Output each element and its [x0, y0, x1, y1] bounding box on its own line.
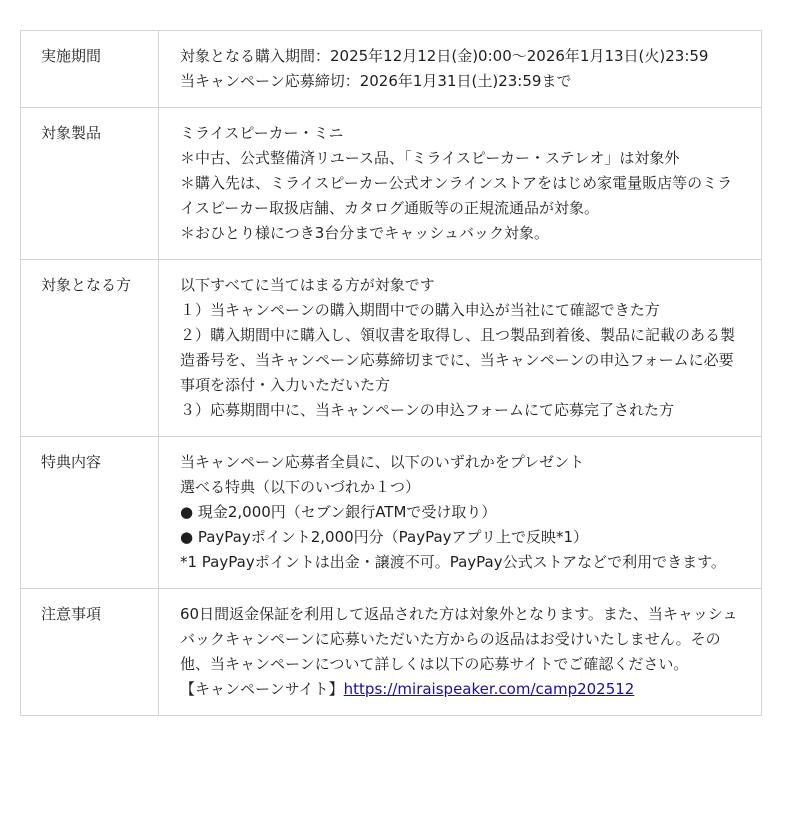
content-line: ＊購入先は、ミライスピーカー公式オンラインストアをはじめ家電量販店等のミライスピーカー取扱店舗、カタログ通販等の正規流通品が対象。 — [180, 174, 733, 217]
content-line: ● PayPayポイント2,000円分（PayPayアプリ上で反映*1） — [180, 528, 589, 546]
row-label: 対象となる方 — [21, 260, 159, 437]
row-label: 実施期間 — [21, 31, 159, 108]
campaign-site-line — [180, 677, 743, 702]
row-label: 注意事項 — [21, 589, 159, 716]
table-row-period — [21, 31, 762, 108]
content-line: ＊おひとり様につき3台分までキャッシュバック対象。 — [180, 224, 549, 242]
content-line: ● 現金2,000円（セブン銀行ATMで受け取り） — [180, 503, 497, 521]
campaign-details-table — [20, 30, 762, 716]
campaign-site-prefix: 【キャンペーンサイト】 — [180, 680, 344, 698]
content-line: 当キャンペーン応募締切：2026年1月31日(土)23:59まで — [180, 72, 572, 90]
content-line: ３）応募期間中に、当キャンペーンの申込フォームにて応募完了された方 — [180, 401, 674, 419]
content-line: ミライスピーカー・ミニ — [180, 124, 344, 142]
content-line: *1 PayPayポイントは出金・譲渡不可。PayPay公式ストアなどで利用できます。 — [180, 553, 726, 571]
content-line: 対象となる購入期間：2025年12月12日(金)0:00〜2026年1月13日(火)23:59 — [180, 47, 709, 65]
row-content — [159, 31, 762, 108]
table-row-notes — [21, 589, 762, 716]
content-line: 以下すべてに当てはまる方が対象です — [180, 276, 435, 294]
table-row-eligibility — [21, 260, 762, 437]
campaign-site-link[interactable]: https://miraispeaker.com/camp202512 — [343, 680, 635, 698]
content-line: １）当キャンペーンの購入期間中での購入申込が当社にて確認できた方 — [180, 301, 660, 319]
row-label: 特典内容 — [21, 437, 159, 589]
table-row-benefits — [21, 437, 762, 589]
row-content — [159, 108, 762, 260]
content-line: ＊中古、公式整備済リユース品、「ミライスピーカー・ステレオ」は対象外 — [180, 149, 680, 167]
content-line: ２）購入期間中に購入し、領収書を取得し、且つ製品到着後、製品に記載のある製造番号を、当キャンペーン応募締切までに、当キャンペーンの申込フォームに必要事項を添付・入力いただいた方 — [180, 326, 736, 394]
content-line: 当キャンペーン応募者全員に、以下のいずれかをプレゼント — [180, 453, 585, 471]
row-content — [159, 589, 762, 716]
row-content — [159, 437, 762, 589]
content-line: 60日間返金保証を利用して返品された方は対象外となります。また、当キャッシュバックキャンペーンに応募いただいた方からの返品はお受けいたしません。その他、当キャンペーンについて詳しくは以下の応募サイトでご確認ください。 — [180, 605, 738, 673]
row-content — [159, 260, 762, 437]
row-label: 対象製品 — [21, 108, 159, 260]
table-row-target-products — [21, 108, 762, 260]
content-line: 選べる特典（以下のいづれか１つ） — [180, 478, 421, 496]
